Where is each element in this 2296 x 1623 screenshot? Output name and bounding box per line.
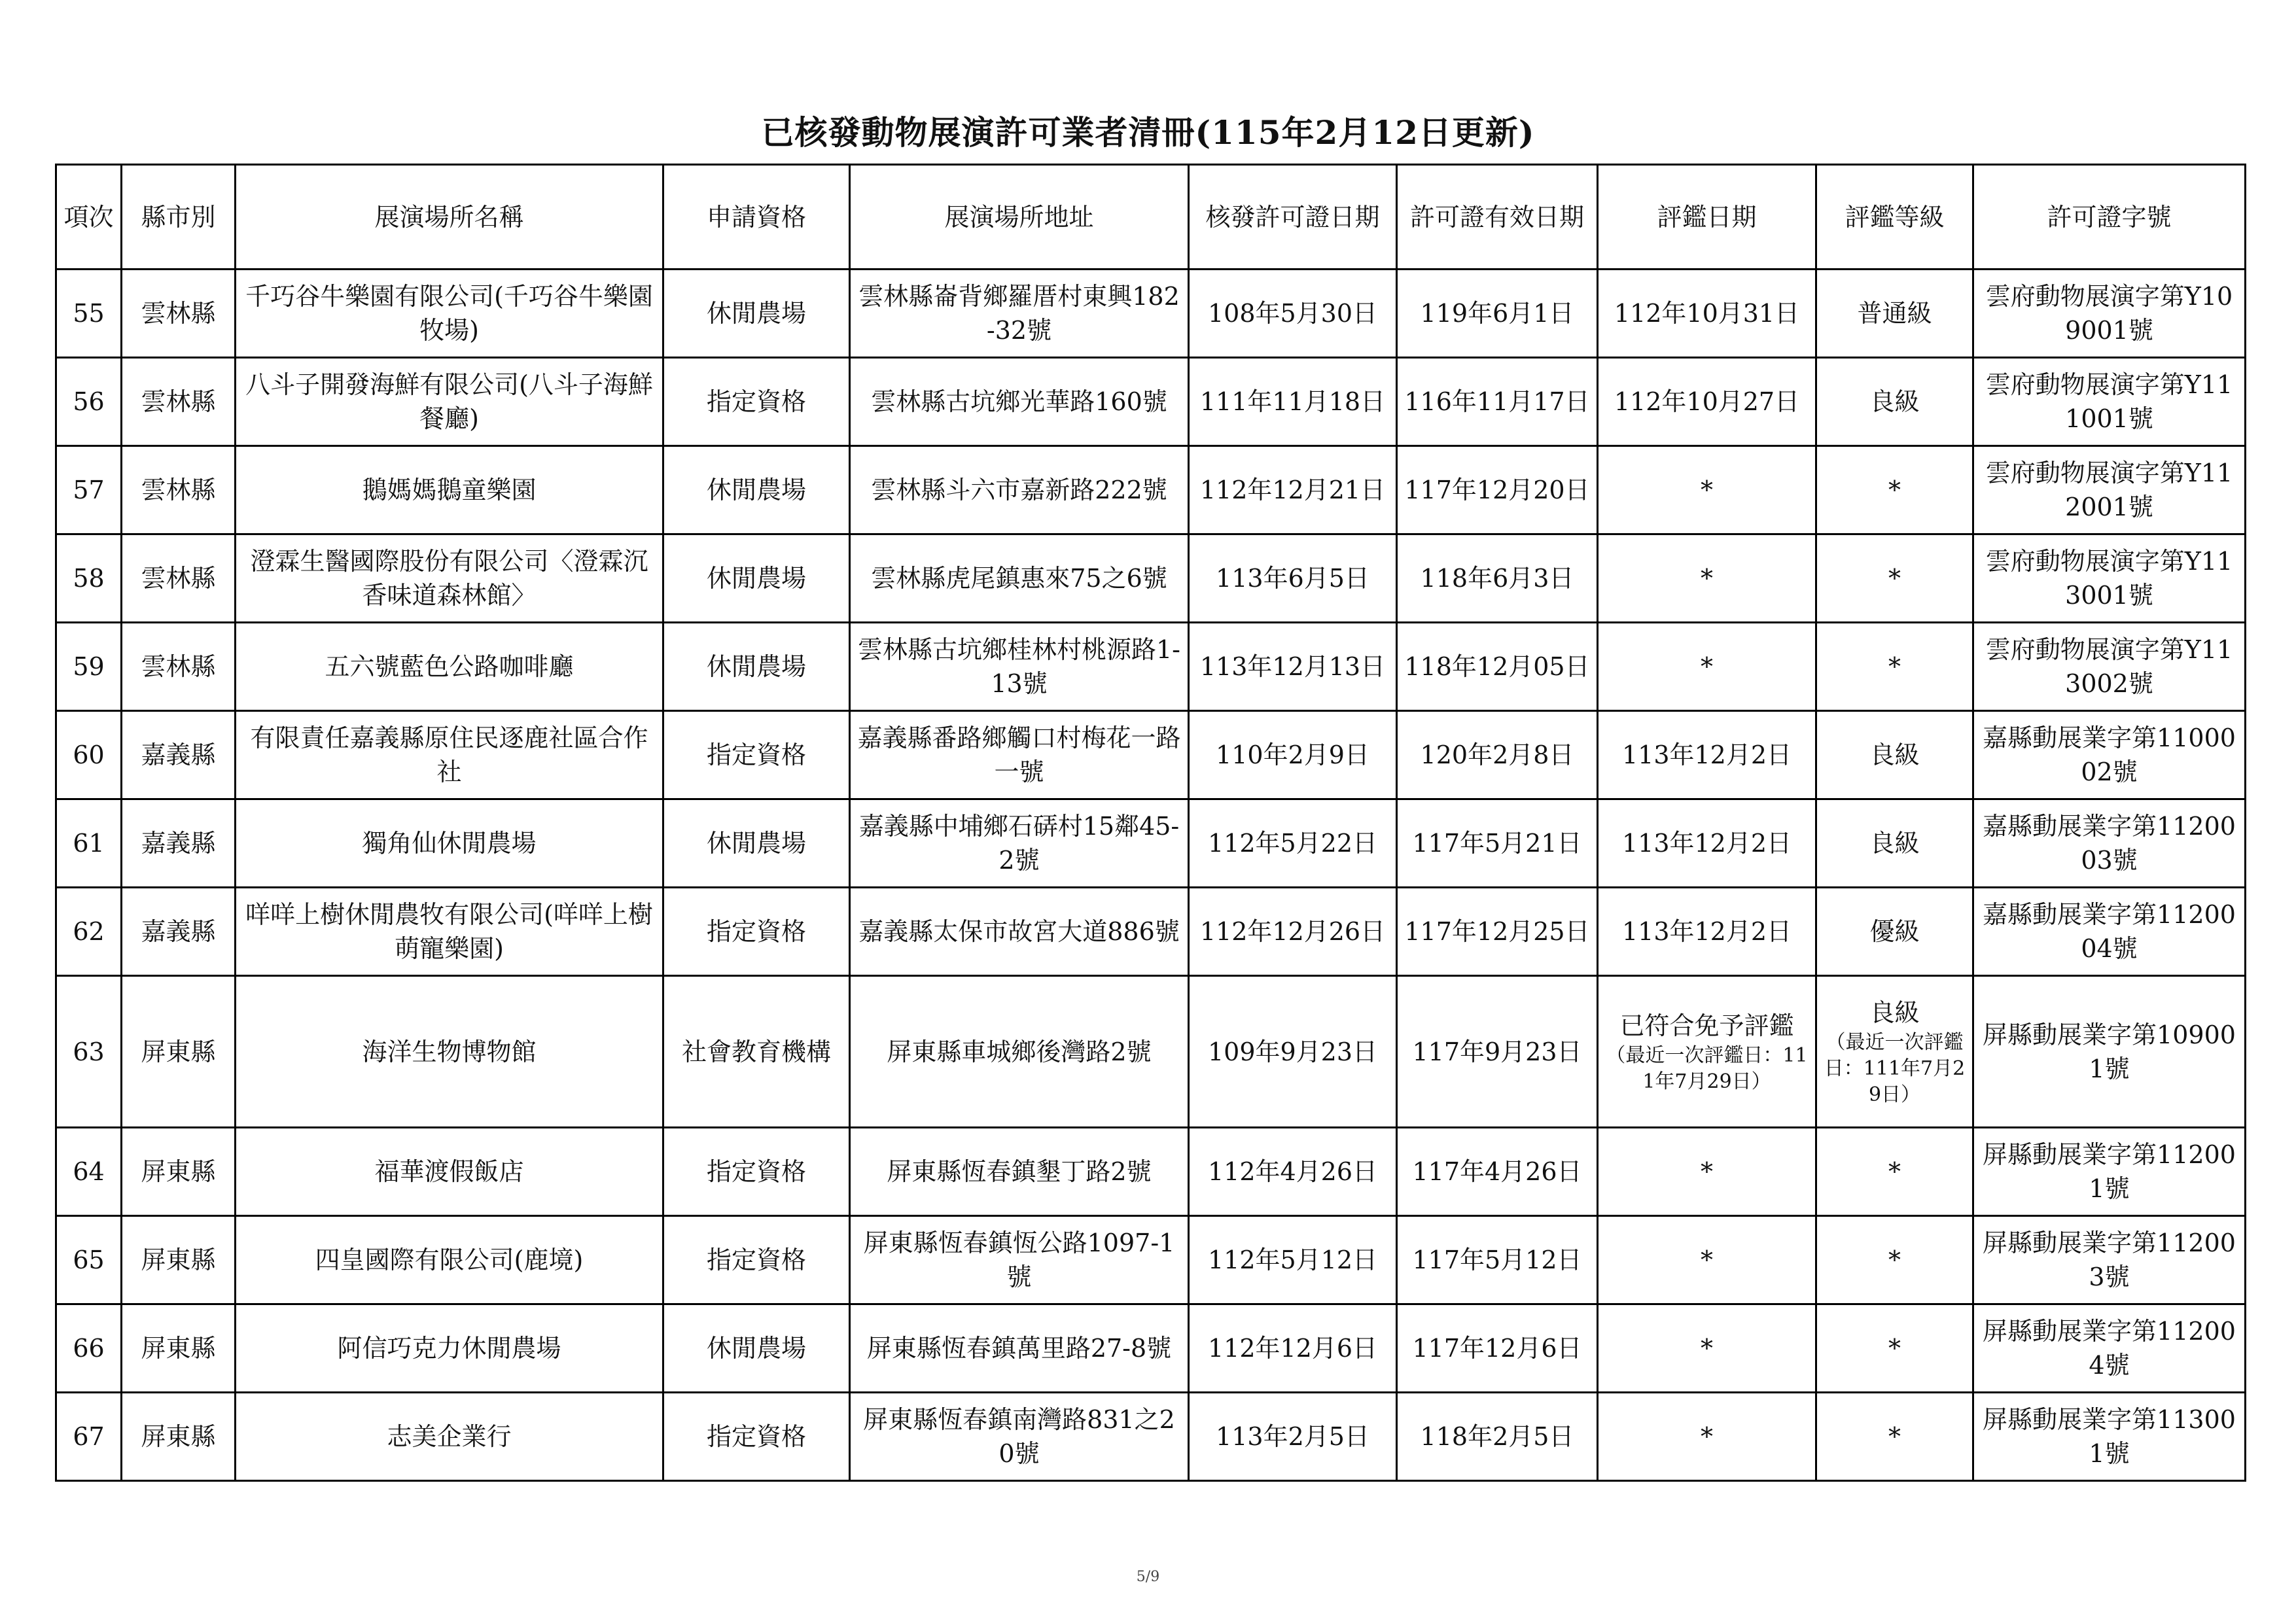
table-header-row — [56, 165, 2246, 270]
cell-index: 61 — [56, 799, 122, 888]
cell-county: 嘉義縣 — [122, 711, 236, 799]
cell-county: 雲林縣 — [122, 358, 236, 446]
cell-evaluation-grade: * — [1816, 446, 1973, 534]
cell-address: 屏東縣車城鄉後灣路2號 — [850, 976, 1189, 1128]
header-permit-number: 許可證字號 — [1973, 165, 2246, 270]
cell-evaluation-grade: * — [1816, 1216, 1973, 1304]
table-row — [56, 799, 2246, 888]
cell-permit-number: 屏縣動展業字第112003號 — [1973, 1216, 2246, 1304]
cell-venue-name: 澄霖生醫國際股份有限公司〈澄霖沉香味道森林館〉 — [236, 534, 663, 623]
cell-valid-date: 118年12月05日 — [1397, 623, 1598, 711]
cell-qualification: 休閒農場 — [663, 270, 850, 358]
cell-venue-name: 志美企業行 — [236, 1393, 663, 1481]
cell-qualification: 指定資格 — [663, 358, 850, 446]
cell-issue-date: 112年5月22日 — [1189, 799, 1397, 888]
cell-permit-number: 屏縣動展業字第109001號 — [1973, 976, 2246, 1128]
cell-address: 雲林縣崙背鄉羅厝村東興182-32號 — [850, 270, 1189, 358]
evaluation-exempt-label: 已符合免予評鑑 — [1619, 1011, 1794, 1040]
cell-address: 雲林縣古坑鄉桂林村桃源路1-13號 — [850, 623, 1189, 711]
cell-address: 雲林縣虎尾鎮惠來75之6號 — [850, 534, 1189, 623]
page-title: 已核發動物展演許可業者清冊(115年2月12日更新) — [761, 113, 1535, 152]
cell-qualification: 休閒農場 — [663, 623, 850, 711]
cell-valid-date: 118年6月3日 — [1397, 534, 1598, 623]
cell-evaluation-grade: 良級 — [1816, 711, 1973, 799]
cell-issue-date: 110年2月9日 — [1189, 711, 1397, 799]
cell-index: 65 — [56, 1216, 122, 1304]
cell-venue-name: 有限責任嘉義縣原住民逐鹿社區合作社 — [236, 711, 663, 799]
header-county: 縣市別 — [122, 165, 236, 270]
cell-index: 59 — [56, 623, 122, 711]
table-row — [56, 1393, 2246, 1481]
cell-qualification: 休閒農場 — [663, 534, 850, 623]
cell-qualification: 指定資格 — [663, 888, 850, 976]
cell-county: 屏東縣 — [122, 976, 236, 1128]
cell-evaluation-grade: 良級 — [1816, 799, 1973, 888]
cell-evaluation-date: * — [1598, 446, 1816, 534]
cell-issue-date: 113年6月5日 — [1189, 534, 1397, 623]
table-row — [56, 711, 2246, 799]
cell-address: 嘉義縣太保市故宮大道886號 — [850, 888, 1189, 976]
cell-venue-name: 五六號藍色公路咖啡廳 — [236, 623, 663, 711]
cell-qualification: 指定資格 — [663, 1393, 850, 1481]
cell-county: 屏東縣 — [122, 1393, 236, 1481]
cell-county: 屏東縣 — [122, 1128, 236, 1216]
cell-address: 嘉義縣中埔鄉石硦村15鄰45-2號 — [850, 799, 1189, 888]
cell-valid-date: 117年12月6日 — [1397, 1304, 1598, 1393]
cell-issue-date: 112年4月26日 — [1189, 1128, 1397, 1216]
table-row — [56, 446, 2246, 534]
table-row — [56, 534, 2246, 623]
cell-index: 64 — [56, 1128, 122, 1216]
cell-venue-name: 千巧谷牛樂園有限公司(千巧谷牛樂園牧場) — [236, 270, 663, 358]
cell-address: 屏東縣恆春鎮恆公路1097-1號 — [850, 1216, 1189, 1304]
cell-issue-date: 112年12月26日 — [1189, 888, 1397, 976]
cell-venue-name: 鵝媽媽鵝童樂園 — [236, 446, 663, 534]
cell-valid-date: 117年5月21日 — [1397, 799, 1598, 888]
cell-evaluation-date: 112年10月27日 — [1598, 358, 1816, 446]
cell-county: 雲林縣 — [122, 446, 236, 534]
cell-address: 雲林縣古坑鄉光華路160號 — [850, 358, 1189, 446]
cell-valid-date: 117年5月12日 — [1397, 1216, 1598, 1304]
cell-qualification: 指定資格 — [663, 711, 850, 799]
cell-index: 66 — [56, 1304, 122, 1393]
header-address: 展演場所地址 — [850, 165, 1189, 270]
cell-index: 58 — [56, 534, 122, 623]
cell-venue-name: 獨角仙休閒農場 — [236, 799, 663, 888]
cell-valid-date: 118年2月5日 — [1397, 1393, 1598, 1481]
cell-permit-number: 雲府動物展演字第Y113001號 — [1973, 534, 2246, 623]
cell-evaluation-date: 112年10月31日 — [1598, 270, 1816, 358]
cell-venue-name: 阿信巧克力休閒農場 — [236, 1304, 663, 1393]
cell-qualification: 指定資格 — [663, 1128, 850, 1216]
header-venue-name: 展演場所名稱 — [236, 165, 663, 270]
table-row — [56, 888, 2246, 976]
cell-qualification: 休閒農場 — [663, 1304, 850, 1393]
cell-address: 屏東縣恆春鎮南灣路831之20號 — [850, 1393, 1189, 1481]
cell-index: 56 — [56, 358, 122, 446]
cell-issue-date: 113年12月13日 — [1189, 623, 1397, 711]
cell-venue-name: 福華渡假飯店 — [236, 1128, 663, 1216]
cell-evaluation-grade: 優級 — [1816, 888, 1973, 976]
header-index: 項次 — [56, 165, 122, 270]
cell-issue-date: 112年12月6日 — [1189, 1304, 1397, 1393]
cell-index: 55 — [56, 270, 122, 358]
cell-evaluation-date: * — [1598, 1128, 1816, 1216]
cell-valid-date: 117年12月25日 — [1397, 888, 1598, 976]
cell-county: 屏東縣 — [122, 1216, 236, 1304]
cell-evaluation-date: 113年12月2日 — [1598, 711, 1816, 799]
header-issue-date: 核發許可證日期 — [1189, 165, 1397, 270]
cell-index: 67 — [56, 1393, 122, 1481]
cell-qualification: 社會教育機構 — [663, 976, 850, 1128]
cell-index: 57 — [56, 446, 122, 534]
permit-roster-table — [55, 164, 2246, 1482]
table-row — [56, 1128, 2246, 1216]
cell-county: 屏東縣 — [122, 1304, 236, 1393]
header-evaluation-grade: 評鑑等級 — [1816, 165, 1973, 270]
cell-county: 雲林縣 — [122, 623, 236, 711]
table-row — [56, 1304, 2246, 1393]
evaluation-grade-label: 良級 — [1869, 998, 1920, 1027]
cell-issue-date: 113年2月5日 — [1189, 1393, 1397, 1481]
cell-valid-date: 117年9月23日 — [1397, 976, 1598, 1128]
cell-evaluation-date — [1598, 976, 1816, 1128]
cell-qualification: 指定資格 — [663, 1216, 850, 1304]
table-row — [56, 976, 2246, 1128]
cell-qualification: 休閒農場 — [663, 799, 850, 888]
cell-venue-name: 海洋生物博物館 — [236, 976, 663, 1128]
header-qualification: 申請資格 — [663, 165, 850, 270]
cell-address: 屏東縣恆春鎮墾丁路2號 — [850, 1128, 1189, 1216]
cell-permit-number: 嘉縣動展業字第1100002號 — [1973, 711, 2246, 799]
cell-issue-date: 112年12月21日 — [1189, 446, 1397, 534]
cell-evaluation-date: 113年12月2日 — [1598, 888, 1816, 976]
cell-evaluation-date: * — [1598, 1216, 1816, 1304]
cell-evaluation-date: * — [1598, 1304, 1816, 1393]
cell-evaluation-grade: * — [1816, 1304, 1973, 1393]
cell-address: 嘉義縣番路鄉觸口村梅花一路一號 — [850, 711, 1189, 799]
cell-venue-name: 咩咩上樹休閒農牧有限公司(咩咩上樹萌寵樂園) — [236, 888, 663, 976]
evaluation-date-note: （最近一次評鑑日：111年7月29日） — [1606, 1043, 1808, 1093]
cell-evaluation-grade: * — [1816, 1128, 1973, 1216]
cell-permit-number: 雲府動物展演字第Y112001號 — [1973, 446, 2246, 534]
cell-valid-date: 116年11月17日 — [1397, 358, 1598, 446]
cell-issue-date: 112年5月12日 — [1189, 1216, 1397, 1304]
cell-valid-date: 117年4月26日 — [1397, 1128, 1598, 1216]
cell-evaluation-date: * — [1598, 534, 1816, 623]
cell-permit-number: 雲府動物展演字第Y109001號 — [1973, 270, 2246, 358]
header-valid-date: 許可證有效日期 — [1397, 165, 1598, 270]
cell-valid-date: 120年2月8日 — [1397, 711, 1598, 799]
cell-permit-number: 屏縣動展業字第113001號 — [1973, 1393, 2246, 1481]
cell-permit-number: 雲府動物展演字第Y113002號 — [1973, 623, 2246, 711]
evaluation-grade-note: （最近一次評鑑日：111年7月29日） — [1824, 1030, 1966, 1106]
cell-issue-date: 109年9月23日 — [1189, 976, 1397, 1128]
cell-county: 嘉義縣 — [122, 888, 236, 976]
cell-evaluation-date: * — [1598, 623, 1816, 711]
cell-permit-number: 屏縣動展業字第112004號 — [1973, 1304, 2246, 1393]
cell-venue-name: 四皇國際有限公司(鹿境) — [236, 1216, 663, 1304]
cell-address: 屏東縣恆春鎮萬里路27-8號 — [850, 1304, 1189, 1393]
table-row — [56, 1216, 2246, 1304]
cell-issue-date: 111年11月18日 — [1189, 358, 1397, 446]
cell-county: 雲林縣 — [122, 270, 236, 358]
cell-qualification: 休閒農場 — [663, 446, 850, 534]
cell-evaluation-date: 113年12月2日 — [1598, 799, 1816, 888]
cell-valid-date: 117年12月20日 — [1397, 446, 1598, 534]
cell-permit-number: 嘉縣動展業字第1120003號 — [1973, 799, 2246, 888]
cell-evaluation-grade: 普通級 — [1816, 270, 1973, 358]
table-row — [56, 358, 2246, 446]
cell-evaluation-grade: * — [1816, 534, 1973, 623]
cell-permit-number: 嘉縣動展業字第1120004號 — [1973, 888, 2246, 976]
cell-evaluation-date: * — [1598, 1393, 1816, 1481]
cell-issue-date: 108年5月30日 — [1189, 270, 1397, 358]
cell-index: 62 — [56, 888, 122, 976]
cell-valid-date: 119年6月1日 — [1397, 270, 1598, 358]
cell-index: 60 — [56, 711, 122, 799]
cell-evaluation-grade: * — [1816, 1393, 1973, 1481]
cell-permit-number: 雲府動物展演字第Y111001號 — [1973, 358, 2246, 446]
cell-county: 雲林縣 — [122, 534, 236, 623]
cell-address: 雲林縣斗六市嘉新路222號 — [850, 446, 1189, 534]
cell-evaluation-grade: * — [1816, 623, 1973, 711]
cell-venue-name: 八斗子開發海鮮有限公司(八斗子海鮮餐廳) — [236, 358, 663, 446]
cell-evaluation-grade — [1816, 976, 1973, 1128]
cell-evaluation-grade: 良級 — [1816, 358, 1973, 446]
cell-index: 63 — [56, 976, 122, 1128]
table-row — [56, 270, 2246, 358]
table-row — [56, 623, 2246, 711]
header-evaluation-date: 評鑑日期 — [1598, 165, 1816, 270]
cell-permit-number: 屏縣動展業字第112001號 — [1973, 1128, 2246, 1216]
page-number: 5/9 — [1136, 1569, 1160, 1585]
cell-county: 嘉義縣 — [122, 799, 236, 888]
